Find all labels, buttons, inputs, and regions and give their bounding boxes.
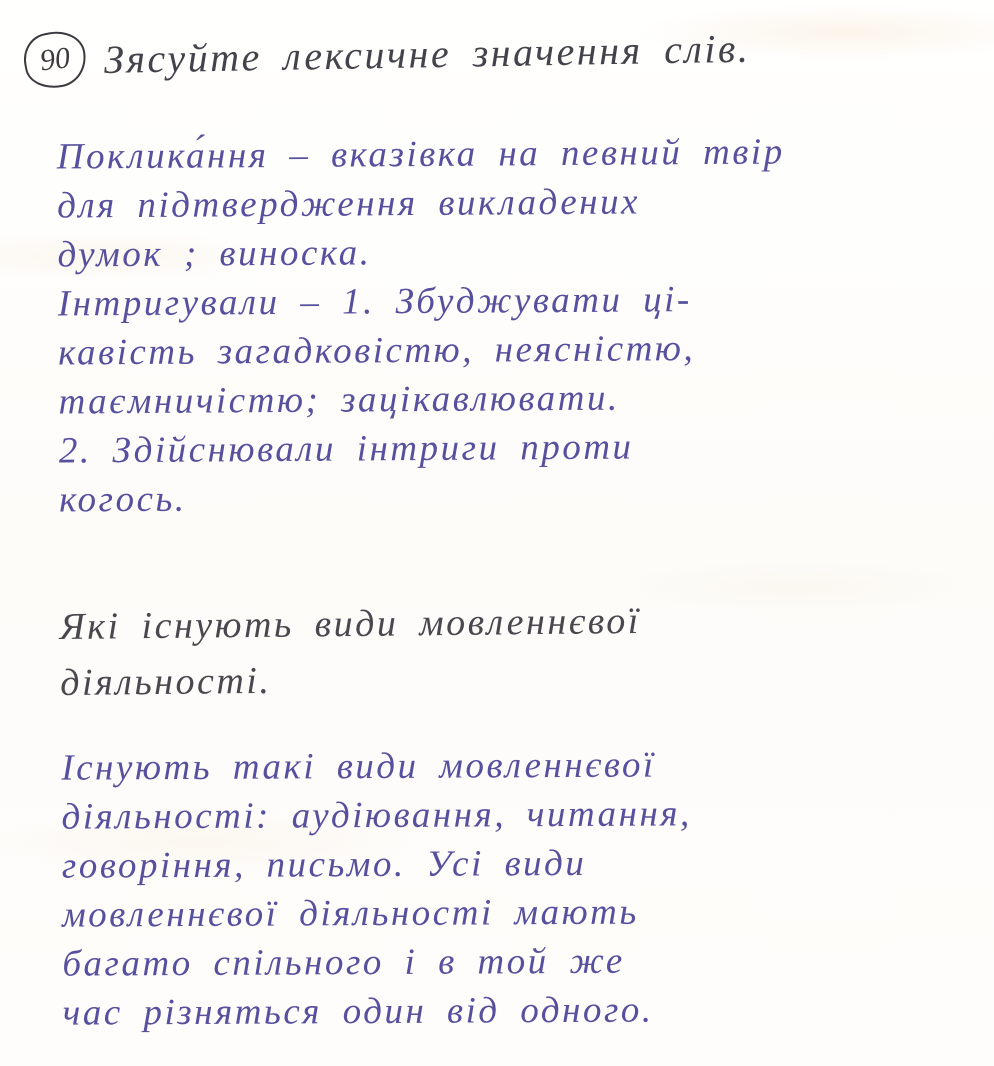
handwritten-line: говоріння, письмо. Усі види	[61, 842, 587, 887]
handwritten-line: таємничістю; зацікавлювати.	[58, 377, 620, 423]
exercise-header	[24, 20, 751, 89]
handwritten-line: мовленнєвої діяльності мають	[62, 891, 639, 936]
question-block	[59, 593, 641, 711]
handwritten-line: 2. Здійснювали інтриги проти	[58, 426, 634, 472]
exercise-title: Зясуйте лексичне значення слів.	[103, 25, 751, 82]
handwritten-line: кавість загадковістю, неясністю,	[58, 328, 696, 374]
handwritten-line: Інтригували – 1. Збуджувати ці-	[57, 279, 692, 325]
handwritten-line: багато спільного і в той же	[62, 940, 625, 985]
exercise-number-circle	[19, 26, 91, 93]
handwritten-line: діяльності: аудіювання, читання,	[61, 793, 692, 838]
definitions-block	[57, 127, 788, 524]
handwritten-line: думок ; виноска.	[57, 232, 372, 276]
exercise-number: 90	[38, 41, 72, 78]
handwritten-line: Існують такі види мовленнєвої	[61, 744, 656, 789]
handwritten-line: для підтвердження викладених	[57, 181, 641, 227]
handwritten-line: Поклика́ння – вказівка на певний твір	[56, 131, 785, 178]
handwritten-line: Які існують види мовленнєвої	[59, 599, 642, 649]
handwritten-line: час різняться один від одного.	[62, 989, 654, 1034]
answer-block	[61, 740, 693, 1037]
handwritten-line: когось.	[59, 478, 187, 521]
handwritten-line: діяльності.	[60, 659, 272, 705]
